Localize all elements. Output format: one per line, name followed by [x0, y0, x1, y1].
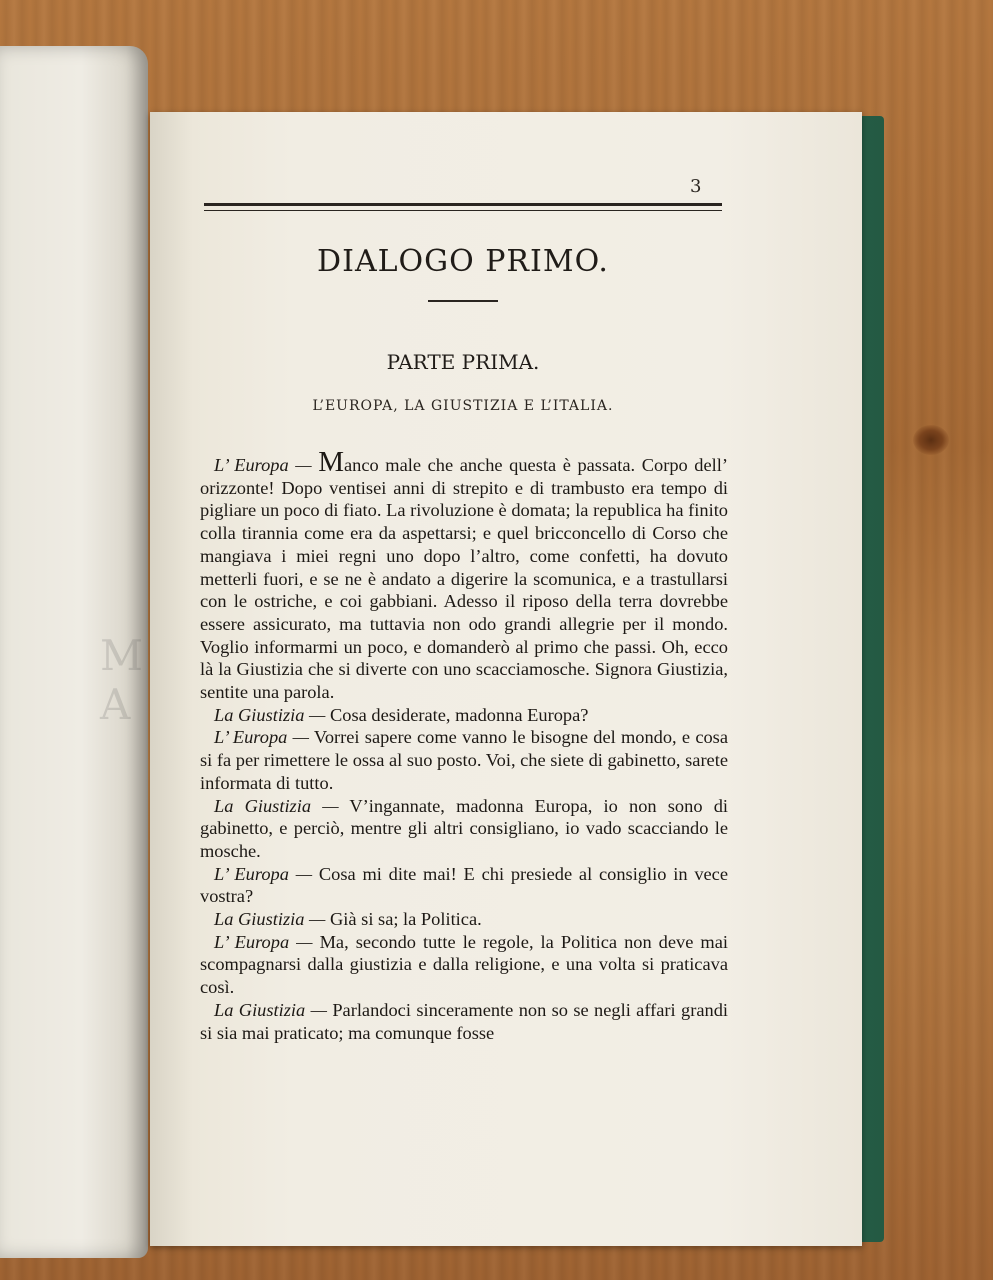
- line-text: Ma, secondo tutte le regole, la Politica non deve mai scompagnarsi dalla giustizia e dalla religione, e una volta si praticava così.: [200, 931, 728, 998]
- line-text: Cosa mi dite mai! E chi presiede al consiglio in vece vostra?: [200, 863, 728, 907]
- line-text: anco male che anche questa è passata. Corpo dell’ orizzonte! Dopo ventisei anni di strepito e di trambusto era tempo di pigliare un poco di fiato. La rivoluzione è domata; la republica ha finito colla tirannia come era da aspettarsi; e quel bricconcello di Corso che mangiava i miei regni uno dopo l’altro, come confetti, ha dovuto metterli fuori, e se ne è andato a digerire la scomunica, e a trastullarsi con le ostriche, e coi gabbiani. Adesso il riposo della terra dovrebbe essere assicurato, ma tuttavia non odo grandi allegrie per il mondo. Voglio informarmi un poco, e domanderò al primo che passi. Oh, ecco là la Giustizia che si diverte con uno scacciamosche. Signora Giustizia, sentite una parola.: [200, 455, 728, 703]
- speaker-name: La Giustizia —: [214, 795, 339, 816]
- dialogue-line: [200, 704, 728, 727]
- wood-knot: [913, 425, 949, 455]
- dialogue-line: [200, 863, 728, 908]
- dialogue-line: [200, 931, 728, 999]
- drop-initial: M: [318, 446, 344, 478]
- bleed-through-text: M A: [100, 631, 148, 729]
- speaker-name: L’ Europa —: [214, 727, 309, 748]
- speaker-name: La Giustizia —: [214, 999, 327, 1020]
- speaker-name: La Giustizia —: [214, 704, 326, 725]
- dialog-title: DIALOGO PRIMO.: [317, 244, 609, 279]
- line-text: Parlandoci sinceramente non so se negli affari grandi si sia mai praticato; ma comunque fosse: [200, 999, 728, 1043]
- dialogue-line: [200, 795, 728, 863]
- speaker-name: L’ Europa —: [214, 931, 313, 952]
- speaker-name: L’ Europa —: [214, 455, 312, 475]
- speaker-name: L’ Europa —: [214, 863, 313, 884]
- title-rule: [428, 300, 498, 302]
- line-text: Cosa desiderate, madonna Europa?: [330, 704, 589, 725]
- header-rule: [204, 203, 722, 211]
- dialogue-line: [200, 726, 728, 794]
- dialogue-line: [200, 999, 728, 1044]
- part-title: PARTE PRIMA.: [386, 350, 540, 374]
- speaker-name: La Giustizia —: [214, 909, 326, 930]
- page-number: 3: [690, 176, 702, 197]
- section-subtitle: L’EUROPA, LA GIUSTIZIA E L’ITALIA.: [312, 398, 614, 414]
- line-text: Vorrei sapere come vanno le bisogne del mondo, e cosa si fa per rimettere le ossa al suo posto. Voi, che siete di gabinetto, sarete informata di tutto.: [200, 727, 729, 793]
- dialogue-text: [200, 446, 729, 1044]
- line-text: V’ingannate, madonna Europa, io non sono di gabinetto, e perciò, mentre gli altri consigliano, io vado scacciando le mosche.: [200, 795, 728, 861]
- line-text: Già si sa; la Politica.: [330, 909, 482, 930]
- dialogue-line: [200, 446, 728, 704]
- left-page: [0, 46, 148, 1258]
- dialogue-line: [200, 908, 728, 931]
